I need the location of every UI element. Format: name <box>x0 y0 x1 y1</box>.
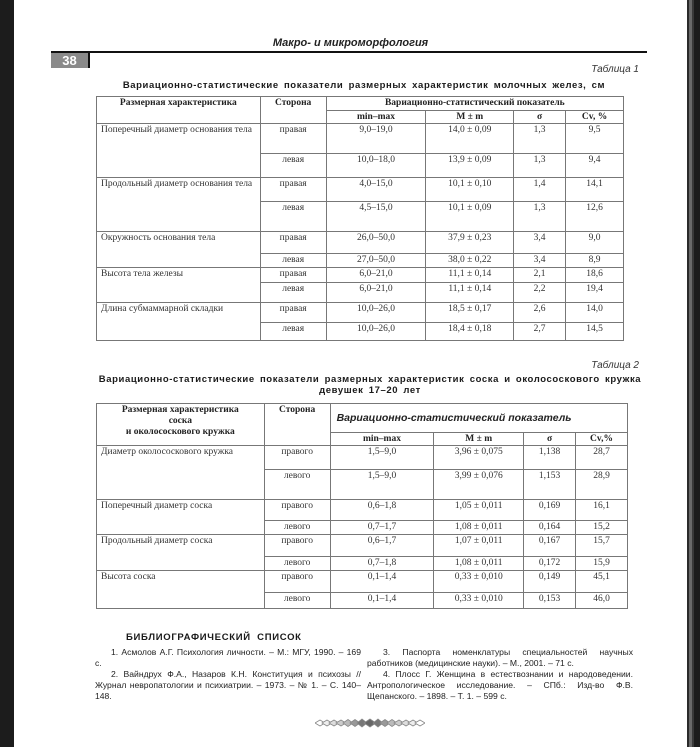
mean-cell: 1,08 ± 0,011 <box>434 557 524 571</box>
table-row <box>97 268 624 283</box>
cv-cell: 19,4 <box>566 283 624 303</box>
table2-header-feature <box>97 404 265 446</box>
side-cell: правого <box>264 535 330 557</box>
table2-title-line2: девушек 17–20 лет <box>319 385 421 396</box>
minmax-cell: 10,0–18,0 <box>326 154 426 178</box>
sigma-cell: 2,1 <box>514 268 566 283</box>
bibliography-entry: 1. Асмолов А.Г. Психология личности. – М.: МГУ, 1990. – 169 с. <box>95 647 361 668</box>
sigma-cell: 2,6 <box>514 303 566 323</box>
side-cell: левого <box>264 470 330 500</box>
feature-cell: Высота тела железы <box>97 268 261 303</box>
sigma-cell: 1,153 <box>524 470 576 500</box>
mean-cell: 37,9 ± 0,23 <box>426 232 514 254</box>
table2-header-cv: Cv,% <box>576 433 628 446</box>
cv-cell: 9,0 <box>566 232 624 254</box>
cv-cell: 45,1 <box>576 571 628 593</box>
feature-cell: Длина субмаммарной складки <box>97 303 261 341</box>
mean-cell: 3,99 ± 0,076 <box>434 470 524 500</box>
mean-cell: 38,0 ± 0,22 <box>426 254 514 268</box>
feature-cell: Окружность основания тела <box>97 232 261 268</box>
mean-cell: 1,08 ± 0,011 <box>434 521 524 535</box>
bibliography-column-right <box>367 647 633 702</box>
side-cell: правая <box>260 232 326 254</box>
document-page <box>14 0 687 747</box>
mean-cell: 0,33 ± 0,010 <box>434 571 524 593</box>
side-cell: левая <box>260 154 326 178</box>
cv-cell: 18,6 <box>566 268 624 283</box>
side-cell: левая <box>260 202 326 232</box>
sigma-cell: 0,149 <box>524 571 576 593</box>
sigma-cell: 0,172 <box>524 557 576 571</box>
feature-cell: Продольный диаметр соска <box>97 535 265 571</box>
table-row <box>97 571 628 593</box>
side-cell: правая <box>260 124 326 154</box>
bibliography-entry: 3. Паспорта номенклатуры специальностей научных работников (медицинские науки). – М., 2001. – 71 с. <box>367 647 633 668</box>
mean-cell: 11,1 ± 0,14 <box>426 268 514 283</box>
feature-cell: Поперечный диаметр соска <box>97 500 265 535</box>
mean-cell: 0,33 ± 0,010 <box>434 593 524 609</box>
sigma-cell: 3,4 <box>514 232 566 254</box>
table2-header-feature-line2: соска <box>168 416 192 426</box>
mean-cell: 10,1 ± 0,10 <box>426 178 514 202</box>
minmax-cell: 0,7–1,7 <box>330 521 434 535</box>
minmax-cell: 6,0–21,0 <box>326 268 426 283</box>
table2-title <box>90 374 650 396</box>
side-cell: правого <box>264 446 330 470</box>
side-cell: левая <box>260 283 326 303</box>
feature-cell: Высота соска <box>97 571 265 609</box>
page-number-divider <box>88 53 90 68</box>
minmax-cell: 4,5–15,0 <box>326 202 426 232</box>
mean-cell: 11,1 ± 0,14 <box>426 283 514 303</box>
sigma-cell: 0,164 <box>524 521 576 535</box>
mean-cell: 13,9 ± 0,09 <box>426 154 514 178</box>
sigma-cell: 0,167 <box>524 535 576 557</box>
sigma-cell: 2,2 <box>514 283 566 303</box>
side-cell: правая <box>260 178 326 202</box>
minmax-cell: 0,1–1,4 <box>330 593 434 609</box>
side-cell: левого <box>264 521 330 535</box>
table2-header-minmax: min–max <box>330 433 434 446</box>
minmax-cell: 0,1–1,4 <box>330 571 434 593</box>
mean-cell: 10,1 ± 0,09 <box>426 202 514 232</box>
table-row <box>97 124 624 154</box>
table1-caption: Таблица 1 <box>591 64 639 75</box>
sigma-cell: 0,153 <box>524 593 576 609</box>
table-row <box>97 178 624 202</box>
mean-cell: 3,96 ± 0,075 <box>434 446 524 470</box>
decorative-ornament-icon <box>315 718 425 728</box>
mean-cell: 1,07 ± 0,011 <box>434 535 524 557</box>
minmax-cell: 10,0–26,0 <box>326 303 426 323</box>
side-cell: левого <box>264 593 330 609</box>
cv-cell: 9,4 <box>566 154 624 178</box>
minmax-cell: 9,0–19,0 <box>326 124 426 154</box>
feature-cell: Диаметр околососкового кружка <box>97 446 265 500</box>
table-row <box>97 446 628 470</box>
header-rule <box>51 51 647 53</box>
minmax-cell: 0,6–1,8 <box>330 500 434 521</box>
minmax-cell: 27,0–50,0 <box>326 254 426 268</box>
table1-header-sigma: σ <box>514 111 566 124</box>
table1-header-side: Сторона <box>260 97 326 124</box>
side-cell: правая <box>260 303 326 323</box>
table1-header-minmax: min–max <box>326 111 426 124</box>
minmax-cell: 1,5–9,0 <box>330 446 434 470</box>
cv-cell: 14,5 <box>566 323 624 341</box>
table-row <box>97 500 628 521</box>
sigma-cell: 3,4 <box>514 254 566 268</box>
table1 <box>96 96 624 341</box>
mean-cell: 18,4 ± 0,18 <box>426 323 514 341</box>
table1-title: Вариационно-статистические показатели размерных характеристик молочных желез, см <box>122 80 606 91</box>
side-cell: левая <box>260 323 326 341</box>
cv-cell: 14,0 <box>566 303 624 323</box>
table1-header-cv: Cv, % <box>566 111 624 124</box>
cv-cell: 14,1 <box>566 178 624 202</box>
side-cell: левая <box>260 254 326 268</box>
sigma-cell: 0,169 <box>524 500 576 521</box>
table2-header-mean: M ± m <box>434 433 524 446</box>
minmax-cell: 4,0–15,0 <box>326 178 426 202</box>
table2-header-group: Вариационно-статистический показатель <box>330 404 627 433</box>
cv-cell: 46,0 <box>576 593 628 609</box>
minmax-cell: 0,6–1,7 <box>330 535 434 557</box>
sigma-cell: 2,7 <box>514 323 566 341</box>
sigma-cell: 1,4 <box>514 178 566 202</box>
cv-cell: 28,7 <box>576 446 628 470</box>
bibliography-title: БИБЛИОГРАФИЧЕСКИЙ СПИСОК <box>126 632 302 643</box>
mean-cell: 1,05 ± 0,011 <box>434 500 524 521</box>
minmax-cell: 10,0–26,0 <box>326 323 426 341</box>
bibliography-column-left <box>95 647 361 702</box>
sigma-cell: 1,3 <box>514 154 566 178</box>
table1-header-group: Вариационно-статистический показатель <box>326 97 623 111</box>
cv-cell: 28,9 <box>576 470 628 500</box>
running-head: Макро- и микроморфология <box>272 37 429 49</box>
table2-header-feature-line3: и околососкового кружка <box>125 427 235 437</box>
page-number: 38 <box>51 53 88 68</box>
sigma-cell: 1,3 <box>514 202 566 232</box>
table-row <box>97 232 624 254</box>
side-cell: левого <box>264 557 330 571</box>
page-edge-shadow <box>687 0 700 747</box>
cv-cell: 16,1 <box>576 500 628 521</box>
table1-header-mean: M ± m <box>426 111 514 124</box>
minmax-cell: 0,7–1,8 <box>330 557 434 571</box>
side-cell: правого <box>264 571 330 593</box>
feature-cell: Поперечный диаметр основания тела <box>97 124 261 178</box>
minmax-cell: 26,0–50,0 <box>326 232 426 254</box>
mean-cell: 18,5 ± 0,17 <box>426 303 514 323</box>
side-cell: правого <box>264 500 330 521</box>
sigma-cell: 1,3 <box>514 124 566 154</box>
minmax-cell: 1,5–9,0 <box>330 470 434 500</box>
cv-cell: 15,7 <box>576 535 628 557</box>
cv-cell: 9,5 <box>566 124 624 154</box>
cv-cell: 12,6 <box>566 202 624 232</box>
feature-cell: Продольный диаметр основания тела <box>97 178 261 232</box>
table2-header-sigma: σ <box>524 433 576 446</box>
cv-cell: 8,9 <box>566 254 624 268</box>
mean-cell: 14,0 ± 0,09 <box>426 124 514 154</box>
side-cell: правая <box>260 268 326 283</box>
table2 <box>96 403 628 609</box>
minmax-cell: 6,0–21,0 <box>326 283 426 303</box>
table1-header-feature: Размерная характеристика <box>97 97 261 124</box>
table2-header-feature-line1: Размерная характеристика <box>121 405 239 415</box>
table2-header-side: Сторона <box>264 404 330 446</box>
cv-cell: 15,9 <box>576 557 628 571</box>
table-row <box>97 303 624 323</box>
sigma-cell: 1,138 <box>524 446 576 470</box>
bibliography-entry: 4. Плосс Г. Женщина в естествознании и народоведении. Антропологическое исследование. – СПб.: Изд-во Ф.В. Щепанского. – 1898. – Т. 1. – 599 с. <box>367 669 633 701</box>
table2-title-line1: Вариационно-статистические показатели размерных характеристик соска и околососкового кружка <box>98 374 642 385</box>
bibliography-entry: 2. Вайндрух Ф.А., Назаров К.Н. Конституция и психозы // Журнал невропатологии и психиатрии. – 1973. – № 1. – С. 140–148. <box>95 669 361 701</box>
table2-caption: Таблица 2 <box>591 360 639 371</box>
table-row <box>97 535 628 557</box>
cv-cell: 15,2 <box>576 521 628 535</box>
